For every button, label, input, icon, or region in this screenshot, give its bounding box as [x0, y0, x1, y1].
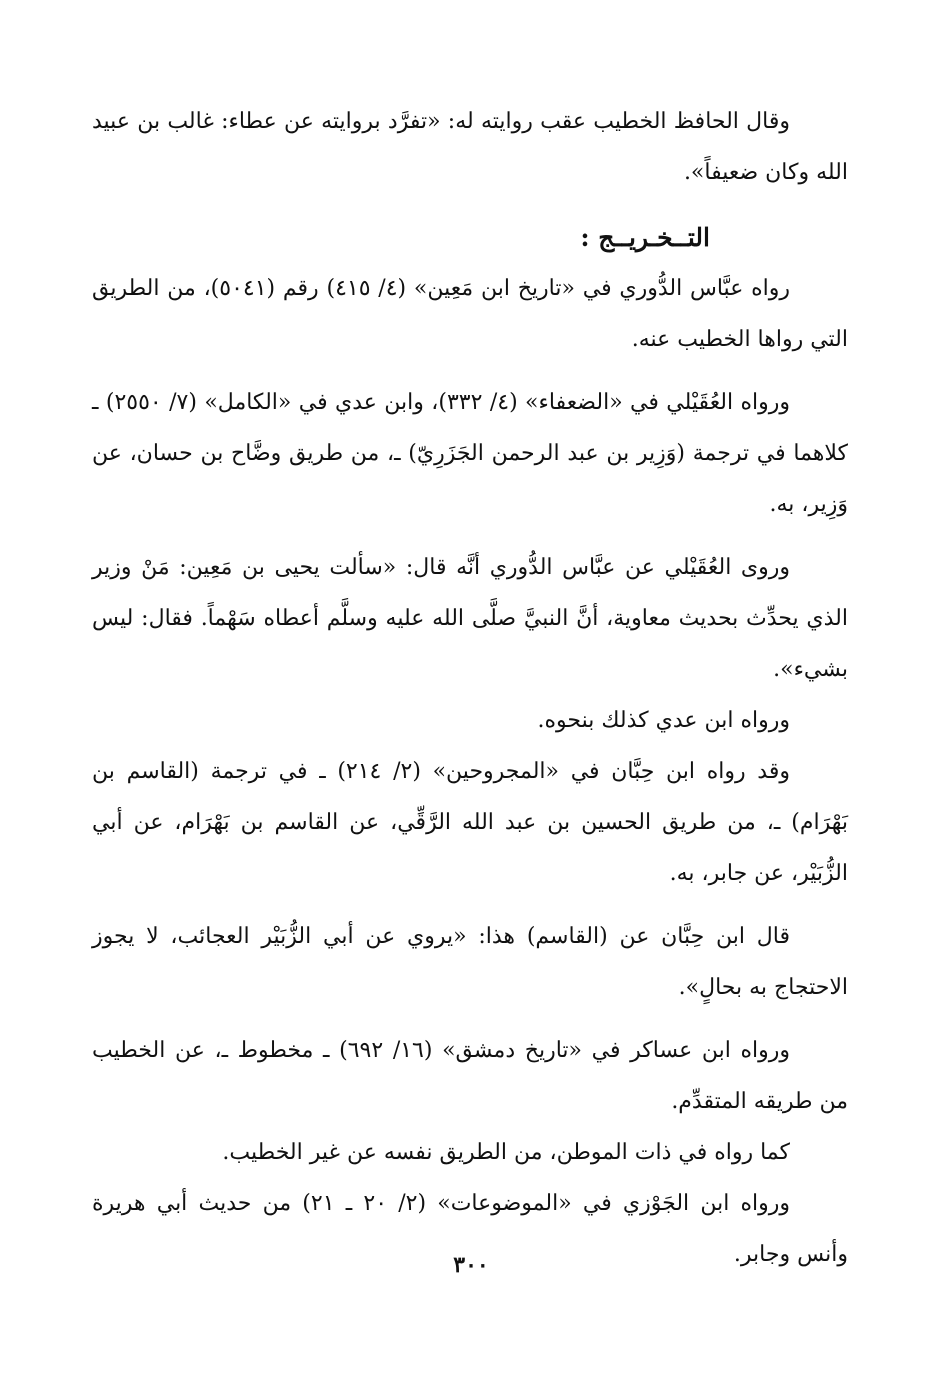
paragraph-uqaili-ibn-adi: ورواه العُقَيْلي في «الضعفاء» (٤/ ٣٣٢)، وابن عدي في «الكامل» (٧/ ٢٥٥٠) ـ كلاهما في ترجمة (وَزِير بن عبد الرحمن الجَزَرِيّ) ـ، من طريق وضَّاح بن حسان، عن وَزِير، به.: [92, 390, 848, 517]
paragraph-ibn-asakir: ورواه ابن عساكر في «تاريخ دمشق» (١٦/ ٦٩٢) ـ مخطوط ـ، عن الخطيب من طريقه المتقدِّم.: [92, 1038, 848, 1114]
paragraph-ibn-hibban: وقد رواه ابن حِبَّان في «المجروحين» (٢/ ٢١٤) ـ في ترجمة (القاسم بن بَهْرَام) ـ، من طريق الحسين بن عبد الله الرَّقِّي، عن القاسم بن بَهْرَام، عن أبي الزُّبَيْر، عن جابر، به.: [92, 759, 848, 886]
section-heading-takhrij: التــخـريــج :: [580, 223, 710, 252]
paragraph-ibn-hibban-comment: قال ابن حِبَّان عن (القاسم) هذا: «يروي عن أبي الزُّبَيْر العجائب، لا يجوز الاحتجاج به بحالٍ».: [92, 924, 848, 1000]
paragraph-ibn-main-question: وروى العُقَيْلي عن عبَّاس الدُّوري أنَّه قال: «سألت يحيى بن مَعِين: مَنْ وزير الذي يحدِّث بحديث معاوية، أنَّ النبيَّ صلَّى الله عليه وسلَّم أعطاه سَهْماً. فقال: ليس بشيء».: [92, 555, 848, 682]
paragraph-ibn-adi-similar: ورواه ابن عدي كذلك بنحوه.: [537, 708, 790, 733]
paragraph-same-place: كما رواه في ذات الموطن، من الطريق نفسه عن غير الخطيب.: [222, 1140, 790, 1165]
paragraph-douri: رواه عبَّاس الدُّوري في «تاريخ ابن مَعِين» (٤/ ٤١٥) رقم (٥٠٤١)، من الطريق التي رواها الخطيب عنه.: [92, 276, 848, 352]
page-body: [92, 96, 848, 1280]
paragraph-ibn-jawzi: ورواه ابن الجَوْزي في «الموضوعات» (٢/ ٢٠ ـ ٢١) من حديث أبي هريرة وأنس وجابر.: [92, 1191, 848, 1267]
paragraph-khatib-comment: وقال الحافظ الخطيب عقب روايته له: «تفرَّد بروايته عن عطاء: غالب بن عبيد الله وكان ضعيفاً».: [92, 109, 848, 185]
page-number: ٣٠٠: [453, 1252, 489, 1278]
